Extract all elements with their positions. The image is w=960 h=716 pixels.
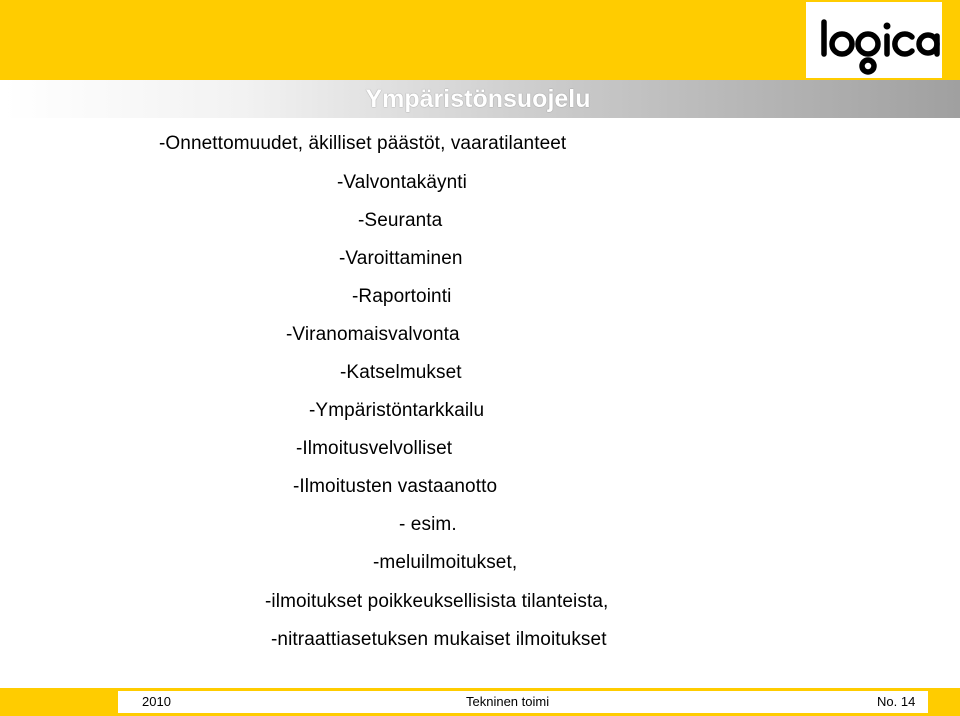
content-line-3: -Seuranta — [358, 210, 443, 231]
content-line-9: -Ilmoitusvelvolliset — [296, 438, 453, 459]
content-line-7: -Katselmukset — [340, 362, 462, 383]
content-line-6: -Viranomaisvalvonta — [286, 324, 460, 345]
content-line-10: -Ilmoitusten vastaanotto — [293, 476, 498, 497]
content-line-12: -meluilmoitukset, — [373, 552, 518, 573]
content-line-14: -nitraattiasetuksen mukaiset ilmoitukset — [271, 629, 607, 650]
logo — [806, 2, 942, 78]
footer-year: 2010 — [142, 694, 171, 709]
content-line-8: -Ympäristöntarkkailu — [309, 400, 485, 421]
content-line-13: -ilmoitukset poikkeuksellisista tilanteista, — [265, 591, 609, 612]
footer-page-number: No. 14 — [877, 694, 916, 709]
content-line-11: - esim. — [399, 514, 457, 535]
content-line-2: -Valvontakäynti — [337, 172, 467, 193]
slide-title: Ympäristönsuojelu — [365, 85, 591, 113]
logica-logo-icon — [806, 2, 942, 78]
content-line-4: -Varoittaminen — [339, 248, 463, 269]
footer-center-text: Tekninen toimi — [466, 694, 550, 709]
content-line-1: -Onnettomuudet, äkilliset päästöt, vaaratilanteet — [159, 133, 567, 154]
content-line-5: -Raportointi — [352, 286, 452, 307]
